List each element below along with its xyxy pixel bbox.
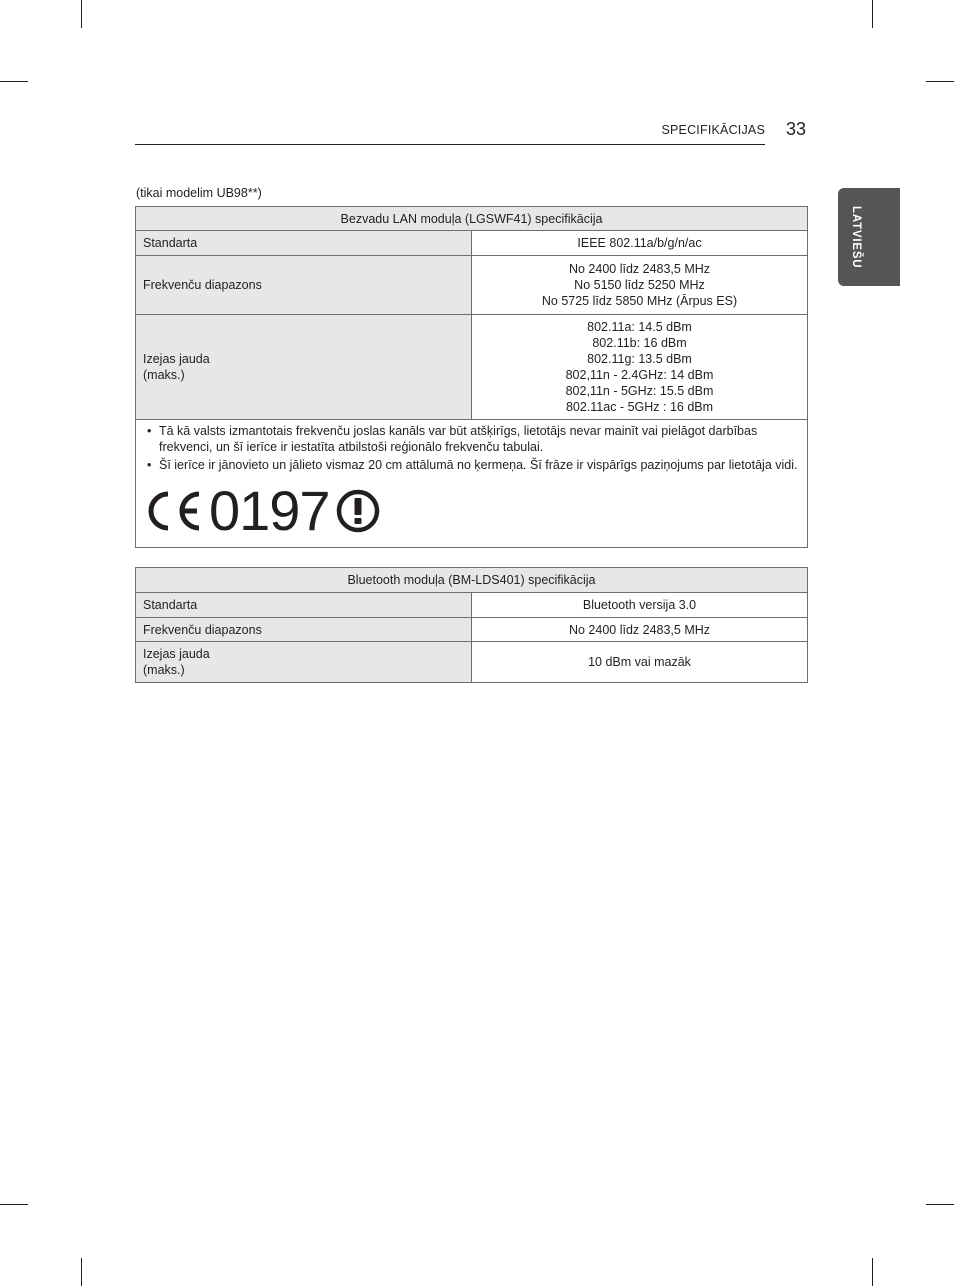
lan-table-title: Bezvadu LAN moduļa (LGSWF41) specifikācija: [136, 207, 808, 231]
table-row: [136, 642, 808, 683]
lan-output-power-value: 802.11ac - 5GHz : 16 dBm: [565, 400, 714, 414]
note-item: • Tā kā valsts izmantotais frekvenču joslas kanāls var būt atšķirīgs, lietotājs nevar mainīt vai pielāgot darbības frekvenci, un šī ierīce ir iestatīta atbilstoši reģionālo frekvenču tabulai.: [143, 423, 800, 455]
lan-standard-label: Standarta: [136, 231, 472, 256]
label-line: Izejas jauda: [143, 647, 210, 661]
crop-mark: [926, 1204, 954, 1205]
table-row: [136, 315, 808, 420]
crop-mark: [872, 0, 873, 28]
crop-mark: [926, 81, 954, 82]
lan-frequency-value: No 2400 līdz 2483,5 MHz: [568, 262, 711, 276]
table-row: [136, 568, 808, 593]
table-row: [136, 231, 808, 256]
ce-notified-body-number: 0197: [209, 479, 330, 542]
lan-frequency-label: Frekvenču diapazons: [136, 256, 472, 315]
lan-frequency-value: No 5725 līdz 5850 MHz (Ārpus ES): [541, 294, 738, 308]
crop-mark: [872, 1258, 873, 1286]
note-item: • Šī ierīce ir jānovieto un jālieto vismaz 20 cm attālumā no ķermeņa. Šī frāze ir vispārīgs paziņojums par lietotāja vidi.: [143, 457, 800, 473]
lan-output-power-value: 802,11n - 2.4GHz: 14 dBm: [565, 368, 714, 382]
language-tab-label: LATVIEŠU: [850, 205, 862, 269]
lan-standard-value: IEEE 802.11a/b/g/n/ac: [472, 231, 808, 256]
table-row: [136, 420, 808, 548]
crop-mark: [81, 1258, 82, 1286]
language-tab-label-wrap: [838, 188, 874, 286]
crop-mark: [0, 1204, 28, 1205]
bt-standard-label: Standarta: [136, 593, 472, 618]
ce-mark-icon: [143, 488, 203, 534]
lan-output-power-values: [472, 315, 808, 420]
alert-icon: [336, 489, 380, 533]
lan-spec-table: [135, 206, 808, 548]
notes-cell: [136, 420, 808, 548]
ce-marking: [143, 479, 800, 542]
table-row: [136, 618, 808, 642]
notes-list: [143, 423, 800, 473]
bt-output-power-label: [136, 642, 472, 683]
lan-output-power-value: 802.11a: 14.5 dBm: [587, 320, 692, 334]
crop-mark: [0, 81, 28, 82]
lan-output-power-value: 802.11b: 16 dBm: [592, 336, 687, 350]
bt-output-power-value: 10 dBm vai mazāk: [472, 642, 808, 683]
bt-standard-value: Bluetooth versija 3.0: [472, 593, 808, 618]
lan-output-power-label: [136, 315, 472, 420]
bt-frequency-label: Frekvenču diapazons: [136, 618, 472, 642]
model-note: (tikai modelim UB98**): [136, 186, 262, 200]
bt-table-title: Bluetooth moduļa (BM-LDS401) specifikācija: [136, 568, 808, 593]
lan-output-power-value: 802.11g: 13.5 dBm: [587, 352, 692, 366]
bluetooth-spec-table: [135, 567, 808, 683]
bt-frequency-value: No 2400 līdz 2483,5 MHz: [472, 618, 808, 642]
table-row: [136, 593, 808, 618]
lan-frequency-value: No 5150 līdz 5250 MHz: [574, 278, 705, 292]
label-line: (maks.): [143, 368, 185, 382]
crop-mark: [81, 0, 82, 28]
table-row: [136, 207, 808, 231]
label-line: (maks.): [143, 663, 185, 677]
section-label: SPECIFIKĀCIJAS: [661, 123, 765, 137]
page-number: 33: [786, 119, 807, 139]
label-line: Izejas jauda: [143, 352, 210, 366]
header-divider: [135, 144, 765, 145]
lan-frequency-values: [472, 256, 808, 315]
table-row: [136, 256, 808, 315]
lan-output-power-value: 802,11n - 5GHz: 15.5 dBm: [565, 384, 714, 398]
